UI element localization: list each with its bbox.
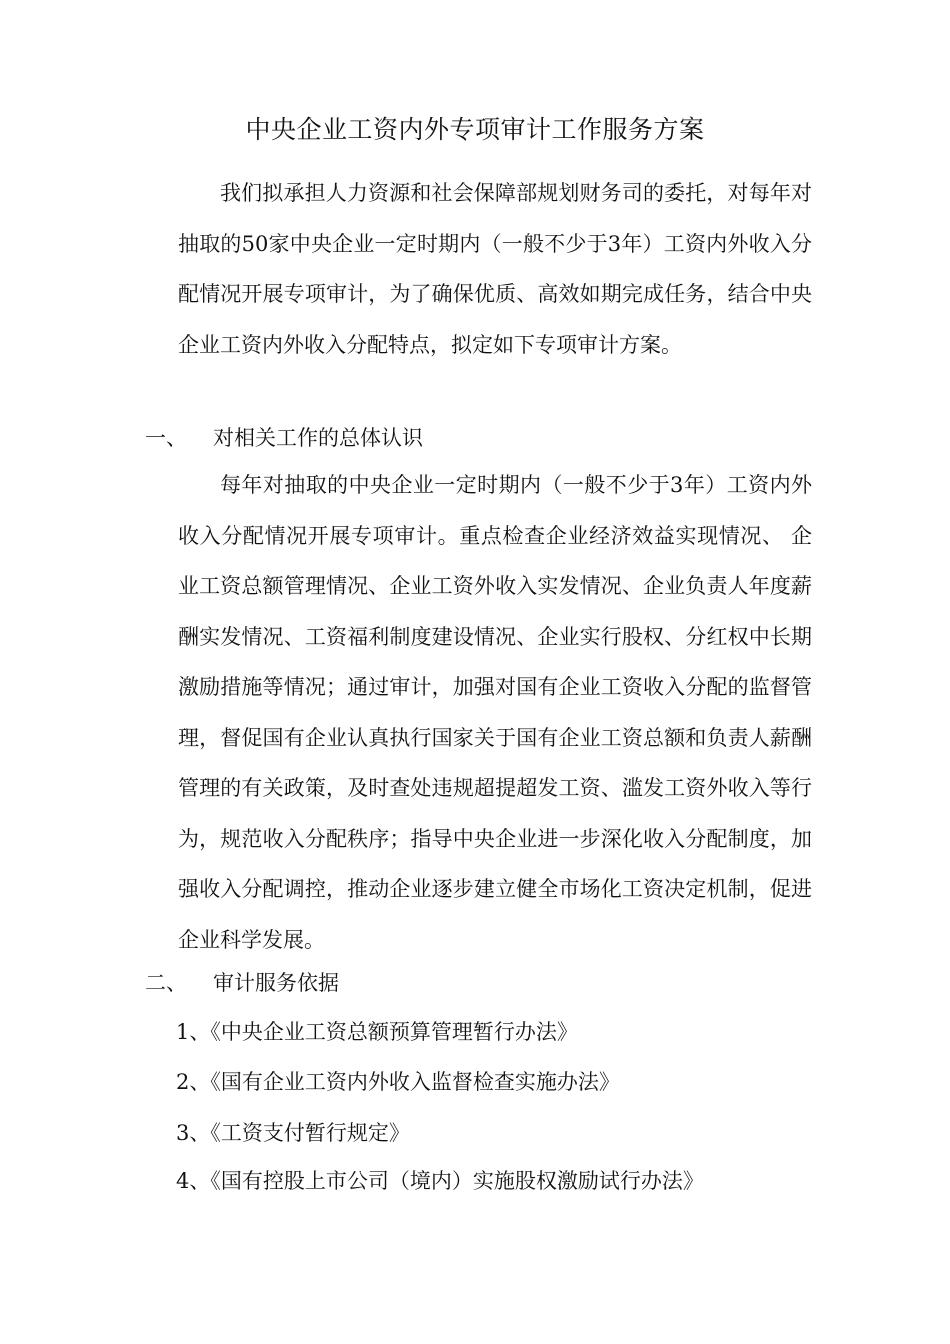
section-number-1: 一、 xyxy=(145,426,187,450)
section-number-2: 二、 xyxy=(145,971,187,995)
reference-item-4: 4、《国有控股上市公司（境内）实施股权激励试行办法》 xyxy=(176,1169,704,1193)
section-heading-text-2: 审计服务依据 xyxy=(213,971,339,995)
reference-item-3: 3、《工资支付暂行规定》 xyxy=(176,1121,410,1145)
section-paragraph-1: 每年对抽取的中央企业一定时期内（一般不少于3年）工资内外收入分配情况开展专项审计。重点检查企业经济效益实现情况、 企业工资总额管理情况、企业工资外收入实发情况、企业负责人年度薪酬实发情况、工资福利制度建设情况、企业实行股权、分红权中长期激励措施等情况；通过审计，加强对国有企业工资收入分配的监督管理，督促国有企业认真执行国家关于国有企业工资总额和负责人薪酬管理的有关政策，及时查处违规超提超发工资、滥发工资外收入等行为，规范收入分配秩序；指导中央企业进一步深化收入分配制度，加强收入分配调控，推动企业逐步建立健全市场化工资决定机制，促进企业科学发展。 xyxy=(178,473,812,952)
intro-paragraph: 我们拟承担人力资源和社会保障部规划财务司的委托，对每年对抽取的50家中央企业一定时期内（一般不少于3年）工资内外收入分配情况开展专项审计，为了确保优质、高效如期完成任务，结合中央企业工资内外收入分配特点，拟定如下专项审计方案。 xyxy=(178,181,812,357)
reference-item-1: 1、《中央企业工资总额预算管理暂行办法》 xyxy=(176,1020,578,1044)
section-heading-1 xyxy=(145,423,423,453)
section-heading-2 xyxy=(145,968,339,998)
document-title: 中央企业工资内外专项审计工作服务方案 xyxy=(245,115,705,144)
section-heading-text-1: 对相关工作的总体认识 xyxy=(213,426,423,450)
reference-item-2: 2、《国有企业工资内外收入监督检查实施办法》 xyxy=(176,1070,620,1094)
